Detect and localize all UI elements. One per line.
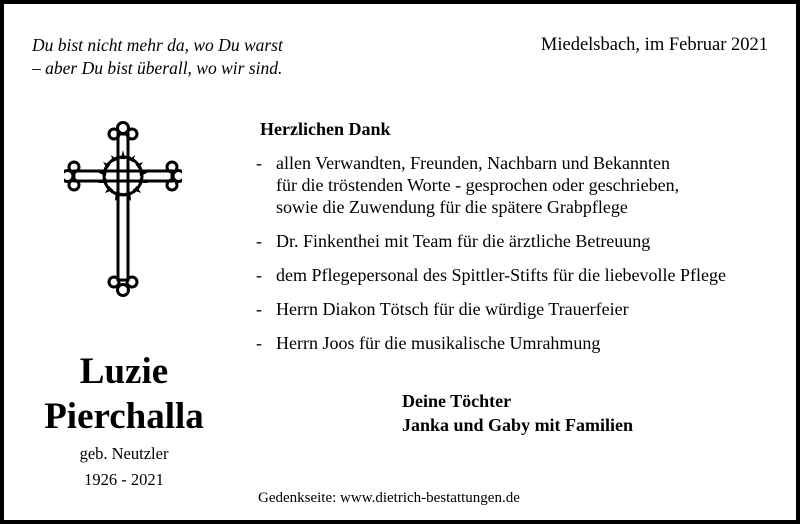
list-dash: - [256,231,262,251]
thanks-item-text [276,230,786,252]
thanks-item [256,152,786,218]
thanks-item [256,230,786,252]
thanks-list [256,152,786,366]
ornate-cross-icon [64,120,182,298]
thanks-item-text [276,298,786,320]
quote-line-1: Du bist nicht mehr da, wo Du warst [32,35,283,55]
thanks-heading: Herzlichen Dank [260,119,391,139]
deceased-life-years: 1926 - 2021 [84,470,164,489]
signature-line-2: Janka und Gaby mit Familien [402,415,634,435]
thanks-item-line: sowie die Zuwendung für die spätere Grabpflege [276,197,628,217]
signature [402,389,633,437]
thanks-item-text [276,152,786,218]
thanks-item-line: für die tröstenden Worte - gesprochen oder geschrieben, [276,175,680,195]
thanks-item-text [276,264,786,286]
deceased-last-name: Pierchalla [44,396,204,437]
thanks-item-line: dem Pflegepersonal des Spittler-Stifts für die liebevolle Pflege [276,265,727,285]
thanks-item [256,264,786,286]
list-dash: - [256,153,262,173]
quote-line-2: – aber Du bist überall, wo wir sind. [32,58,283,78]
deceased-first-name: Luzie [79,351,169,392]
memorial-quote [32,34,283,80]
thanks-item [256,298,786,320]
deceased-info [4,349,244,491]
memorial-page-link[interactable]: Gedenkseite: www.dietrich-bestattungen.de [258,490,520,506]
signature-line-1: Deine Töchter [402,391,512,411]
thanks-item-line: Herrn Diakon Tötsch für die würdige Trauerfeier [276,299,629,319]
thanks-item-text [276,332,786,354]
thanks-item [256,332,786,354]
thanks-item-line: Dr. Finkenthei mit Team für die ärztliche Betreuung [276,231,651,251]
thanks-item-line: Herrn Joos für die musikalische Umrahmung [276,333,601,353]
list-dash: - [256,265,262,285]
place-and-date: Miedelsbach, im Februar 2021 [540,35,768,55]
thanks-item-line: allen Verwandten, Freunden, Nachbarn und Bekannten [276,153,671,173]
deceased-birth-name: geb. Neutzler [79,444,169,463]
list-dash: - [256,299,262,319]
list-dash: - [256,333,262,353]
